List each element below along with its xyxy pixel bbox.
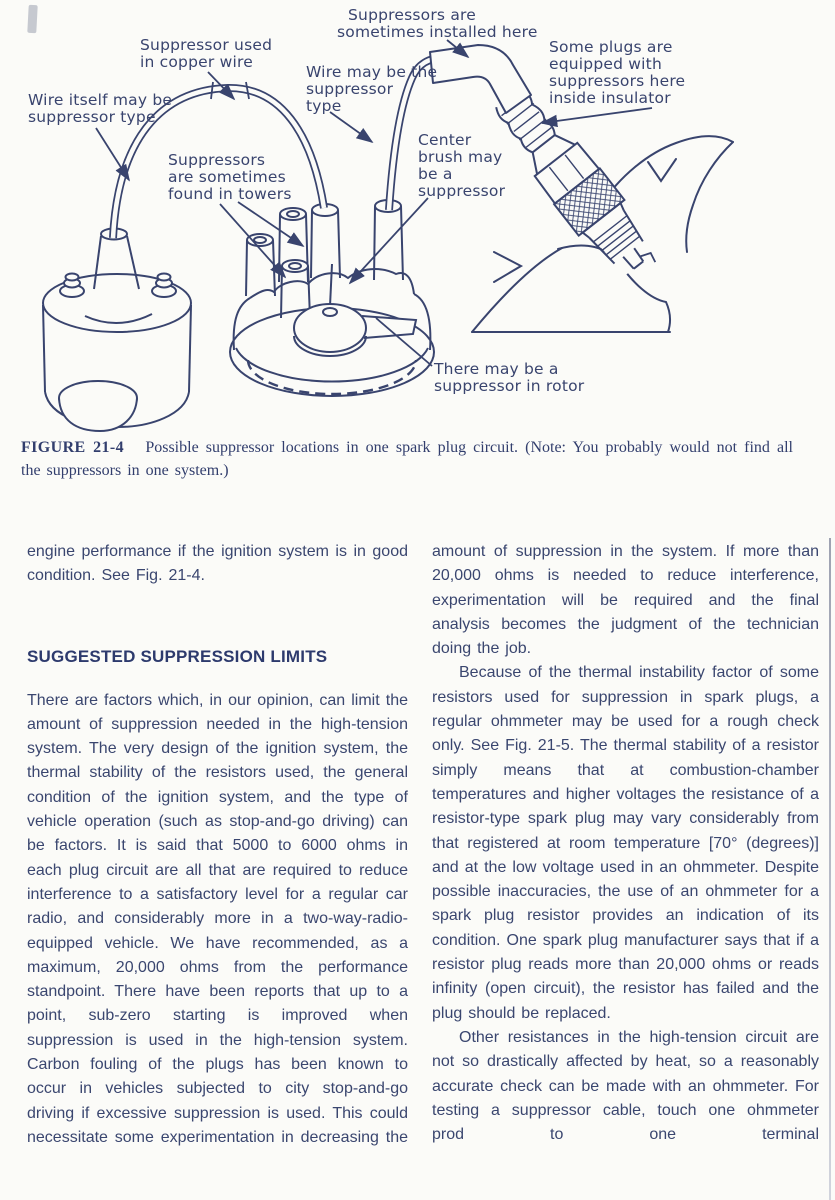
label-wire-itself xyxy=(28,91,172,126)
svg-text:equipped with: equipped with xyxy=(549,55,662,73)
spark-plug xyxy=(485,80,666,289)
left-column xyxy=(27,540,408,1150)
svg-text:sometimes installed here: sometimes installed here xyxy=(337,23,538,41)
left-paragraph-1: engine performance if the ignition system is in good condition. See Fig. 21-4. xyxy=(27,543,408,585)
plug-boot xyxy=(430,45,531,113)
right-paragraph-1: amount of suppression in the system. If more than 20,000 ohms is needed to reduce interference, experimentation will be required and the final analysis becomes the judgment of the technician doing the job. xyxy=(432,543,819,658)
label-installed-here xyxy=(337,6,538,41)
body-columns xyxy=(27,540,819,1150)
figure-caption xyxy=(21,436,793,482)
svg-text:in copper wire: in copper wire xyxy=(140,53,253,71)
svg-text:Suppressor used: Suppressor used xyxy=(140,36,273,54)
svg-text:suppressor: suppressor xyxy=(306,80,394,98)
section-heading: SUGGESTED SUPPRESSION LIMITS xyxy=(27,646,328,666)
svg-text:Suppressors are: Suppressors are xyxy=(348,6,476,24)
svg-text:Some plugs are: Some plugs are xyxy=(549,38,673,56)
right-paragraph-3: Other resistances in the high-tension circuit are not so drastically affected by heat, so a reasonably accurate check can be made with an ohmmeter. For testing a suppressor cable, touch one ohmmeter prod to one terminal xyxy=(432,1028,819,1144)
svg-text:There may be a: There may be a xyxy=(434,360,559,378)
scan-corner-smudge xyxy=(27,5,37,33)
svg-text:inside insulator: inside insulator xyxy=(549,89,671,107)
svg-text:type: type xyxy=(306,97,342,115)
svg-text:Center: Center xyxy=(418,131,472,149)
figure-caption-label: FIGURE 21-4 xyxy=(21,439,125,456)
figure-caption-text: Possible suppressor locations in one spark plug circuit. (Note: You probably would not find all the suppressors in one system.) xyxy=(21,439,793,479)
svg-text:are sometimes: are sometimes xyxy=(168,168,286,186)
label-center-brush xyxy=(418,131,506,200)
right-column xyxy=(432,540,819,1150)
svg-text:Wire itself may be: Wire itself may be xyxy=(28,91,173,109)
svg-text:suppressor type: suppressor type xyxy=(28,108,156,126)
figure-21-4-diagram xyxy=(0,0,835,432)
svg-text:Wire may be the: Wire may be the xyxy=(306,63,438,81)
label-rotor xyxy=(433,360,585,395)
svg-text:be a: be a xyxy=(418,165,453,183)
svg-text:Suppressors: Suppressors xyxy=(168,151,266,169)
label-towers xyxy=(168,151,292,203)
label-wire-type xyxy=(306,63,437,115)
label-plug-insulator xyxy=(549,38,685,107)
ignition-coil xyxy=(43,229,191,432)
svg-text:found in towers: found in towers xyxy=(168,185,292,203)
svg-text:suppressor in rotor: suppressor in rotor xyxy=(434,377,585,395)
svg-text:suppressor: suppressor xyxy=(418,182,506,200)
scan-edge-line xyxy=(829,538,831,1200)
right-paragraph-2: Because of the thermal instability factor of some resistors used for suppression in spark plugs, a regular ohmmeter may be used for a rough check only. See Fig. 21-5. The thermal stability of a resistor simply means that at combustion-chamber temperatures and higher voltages the resistance of a resistor-type spark plug may vary considerably from that registered at room temperature [70° (degrees)] and at the low voltage used in an ohmmeter. Despite possible inaccuracies, the use of an ohmmeter for a spark plug resistor provides an indication of its condition. One spark plug manufacturer says that if a resistor plug reads more than 20,000 ohms or reads infinity (open circuit), the resistor has failed and the plug should be replaced. xyxy=(432,664,819,1022)
left-paragraph-2: There are factors which, in our opinion, can limit the amount of suppression needed in the high-tension system. The very design of the ignition system, the thermal stability of the resistors used, the general condition of the ignition system, and the type of vehicle operation (such as stop-and-go driving) can be factors. It is said that 5000 to 6000 ohms in each plug circuit are all that are required to reduce interference to a satisfactory level for a regular car radio, and considerably more in a two-way-radio-equipped vehicle. We have recommended, as a maximum, 20,000 ohms from the performance standpoint. There have been reports that up to a point, sub-zero starting is improved when suppression is used in the high-tension system. Carbon fouling of the plugs has been known to occur in vehicles subjected to city stop-and-go driving if excessive suppression is used. This could necessitate some experimentation in decreasing the xyxy=(27,691,408,1146)
svg-text:suppressors here: suppressors here xyxy=(549,72,686,90)
label-copper-wire xyxy=(140,36,272,71)
svg-text:brush may: brush may xyxy=(418,148,503,166)
